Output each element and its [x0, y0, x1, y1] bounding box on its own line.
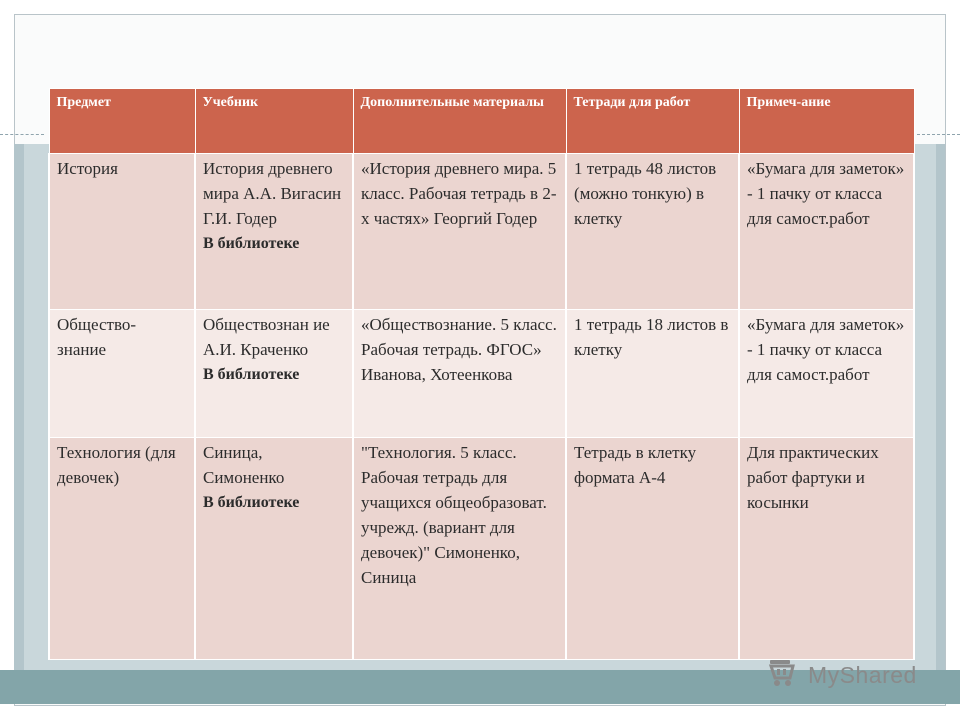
- materials-text: "Технология. 5 класс. Рабочая тетрадь для учащихся общеобразоват. учрежд. (вариант для девочек)" Симоненко, Синица: [361, 443, 547, 587]
- table-header-row: [49, 89, 914, 154]
- library-note: В библиотеке: [203, 235, 300, 252]
- cell-remark: [739, 310, 914, 438]
- table-row: [49, 310, 914, 438]
- remark-text: Для практических работ фартуки и косынки: [747, 443, 879, 512]
- notebooks-text: 1 тетрадь 48 листов (можно тонкую) в клетку: [574, 159, 717, 228]
- table-row: [49, 154, 914, 310]
- watermark-text: MyShared: [808, 661, 917, 688]
- cell-materials: [353, 154, 566, 310]
- header-notebooks: Тетради для работ: [566, 89, 739, 154]
- watermark-logo: [768, 658, 917, 692]
- textbook-text: История древнего мира А.А. Вигасин Г.И. Годер: [203, 159, 342, 228]
- library-note: В библиотеке: [203, 494, 300, 511]
- cell-materials: [353, 310, 566, 438]
- remark-text: «Бумага для заметок» - 1 пачку от класса для самост.работ: [747, 315, 905, 384]
- cell-notebooks: [566, 310, 739, 438]
- subject-text: Общество- знание: [57, 315, 137, 359]
- table-row: [49, 438, 914, 660]
- textbook-text: Обществознан ие А.И. Краченко: [203, 315, 330, 359]
- cell-notebooks: [566, 438, 739, 660]
- header-materials: Дополнительные материалы: [353, 89, 566, 154]
- cart-icon: [768, 658, 802, 693]
- left-stripe: [14, 144, 24, 670]
- cell-remark: [739, 438, 914, 660]
- cell-textbook: [195, 310, 353, 438]
- materials-text: «Обществознание. 5 класс. Рабочая тетрадь. ФГОС» Иванова, Хотеенкова: [361, 315, 557, 384]
- remark-text: «Бумага для заметок» - 1 пачку от класса для самост.работ: [747, 159, 905, 228]
- library-note: В библиотеке: [203, 366, 300, 383]
- notebooks-text: 1 тетрадь 18 листов в клетку: [574, 315, 729, 359]
- cell-subject: [49, 154, 195, 310]
- header-subject: Предмет: [49, 89, 195, 154]
- cell-notebooks: [566, 154, 739, 310]
- divider-right: [912, 134, 960, 135]
- cell-textbook: [195, 438, 353, 660]
- divider-left: [0, 134, 44, 135]
- cell-remark: [739, 154, 914, 310]
- header-textbook: Учебник: [195, 89, 353, 154]
- subject-text: Технология (для девочек): [57, 443, 176, 487]
- subject-text: История: [57, 159, 118, 178]
- header-remark: Примеч-ание: [739, 89, 914, 154]
- cell-subject: [49, 438, 195, 660]
- cell-materials: [353, 438, 566, 660]
- cell-textbook: [195, 154, 353, 310]
- cell-subject: [49, 310, 195, 438]
- textbook-text: Синица, Симоненко: [203, 443, 285, 487]
- materials-text: «История древнего мира. 5 класс. Рабочая тетрадь в 2-х частях» Георгий Годер: [361, 159, 557, 228]
- right-stripe: [936, 144, 945, 670]
- notebooks-text: Тетрадь в клетку формата А-4: [574, 443, 697, 487]
- supplies-table: [48, 88, 915, 660]
